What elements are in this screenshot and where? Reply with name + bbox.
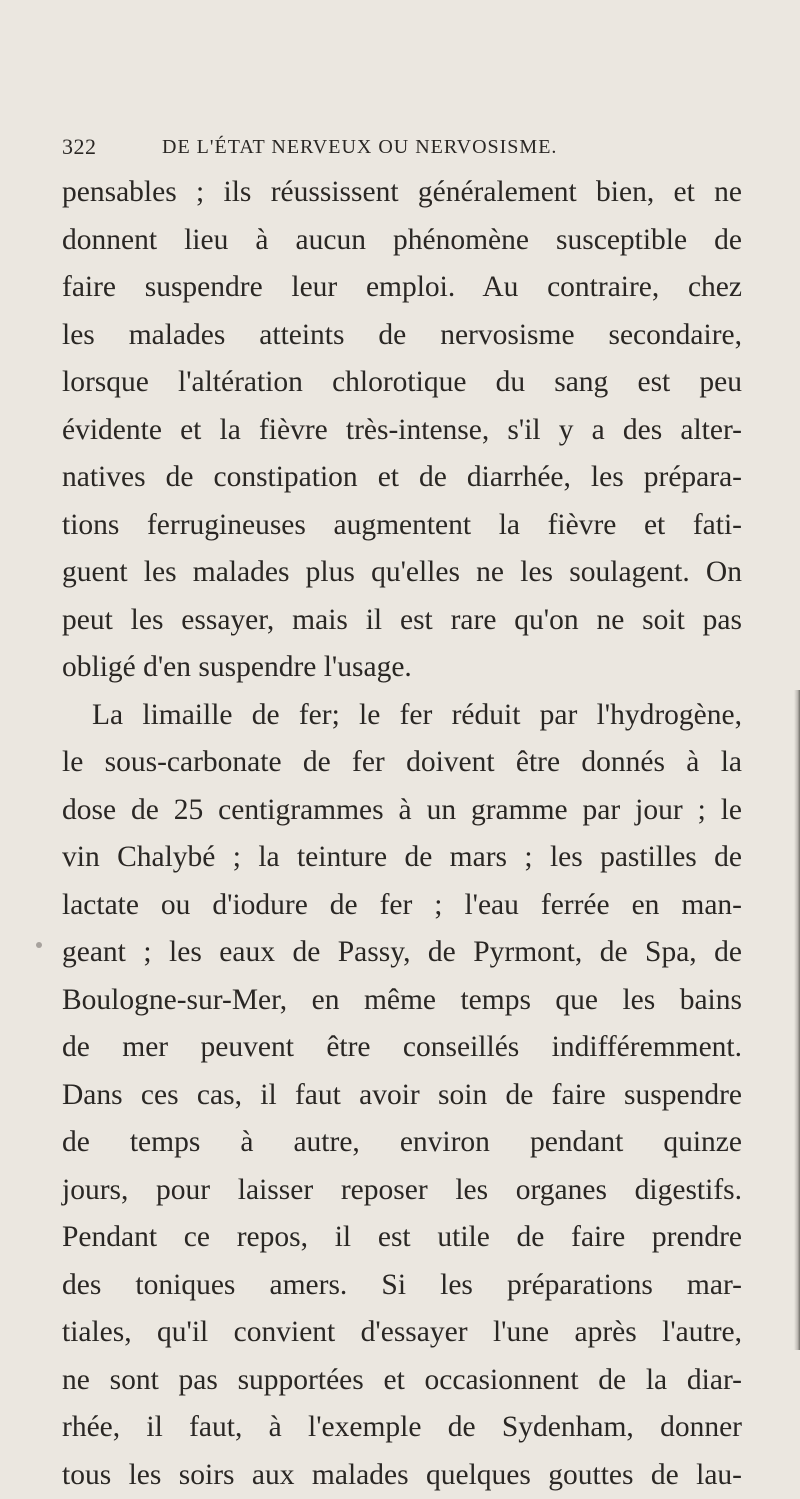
text-line: guent les malades plus qu'elles ne les soulagent. On [62,549,742,597]
text-line: obligé d'en suspendre l'usage. [62,644,742,692]
text-line: lorsque l'altération chlorotique du sang est peu [62,359,742,407]
text-line: lactate ou d'iodure de fer ; l'eau ferrée en man- [62,882,742,930]
text-line: les malades atteints de nervosisme secondaire, [62,312,742,360]
text-line: La limaille de fer; le fer réduit par l'hydrogène, [62,692,742,740]
text-line: faire suspendre leur emploi. Au contraire, chez [62,264,742,312]
text-line: rhée, il faut, à l'exemple de Sydenham, donner [62,1404,742,1452]
ink-smudge [36,942,42,948]
text-line: geant ; les eaux de Passy, de Pyrmont, de Spa, de [62,929,742,977]
page-number: 322 [62,134,97,160]
text-line: jours, pour laisser reposer les organes digestifs. [62,1167,742,1215]
text-line: Boulogne-sur-Mer, en même temps que les bains [62,977,742,1025]
body-text [62,169,742,1499]
page-edge-shadow [794,690,800,1350]
text-line: Dans ces cas, il faut avoir soin de faire suspendre [62,1072,742,1120]
text-line: vin Chalybé ; la teinture de mars ; les pastilles de [62,834,742,882]
text-line: tiales, qu'il convient d'essayer l'une après l'autre, [62,1309,742,1357]
text-line: Pendant ce repos, il est utile de faire prendre [62,1214,742,1262]
text-line: natives de constipation et de diarrhée, les prépara- [62,454,742,502]
text-line: de temps à autre, environ pendant quinze [62,1119,742,1167]
text-line: peut les essayer, mais il est rare qu'on ne soit pas [62,597,742,645]
text-line: pensables ; ils réussissent généralement bien, et ne [62,169,742,217]
text-line: évidente et la fièvre très-intense, s'il y a des alter- [62,407,742,455]
text-line: tous les soirs aux malades quelques gouttes de lau- [62,1452,742,1499]
text-line: donnent lieu à aucun phénomène susceptible de [62,217,742,265]
running-title: DE L'ÉTAT NERVEUX OU NERVOSISME. [162,136,557,159]
running-head [62,134,722,164]
text-line: dose de 25 centigrammes à un gramme par jour ; le [62,787,742,835]
text-line: le sous-carbonate de fer doivent être donnés à la [62,739,742,787]
text-line: des toniques amers. Si les préparations mar- [62,1262,742,1310]
text-line: de mer peuvent être conseillés indifféremment. [62,1024,742,1072]
text-line: ne sont pas supportées et occasionnent de la diar- [62,1357,742,1405]
text-line: tions ferrugineuses augmentent la fièvre et fati- [62,502,742,550]
